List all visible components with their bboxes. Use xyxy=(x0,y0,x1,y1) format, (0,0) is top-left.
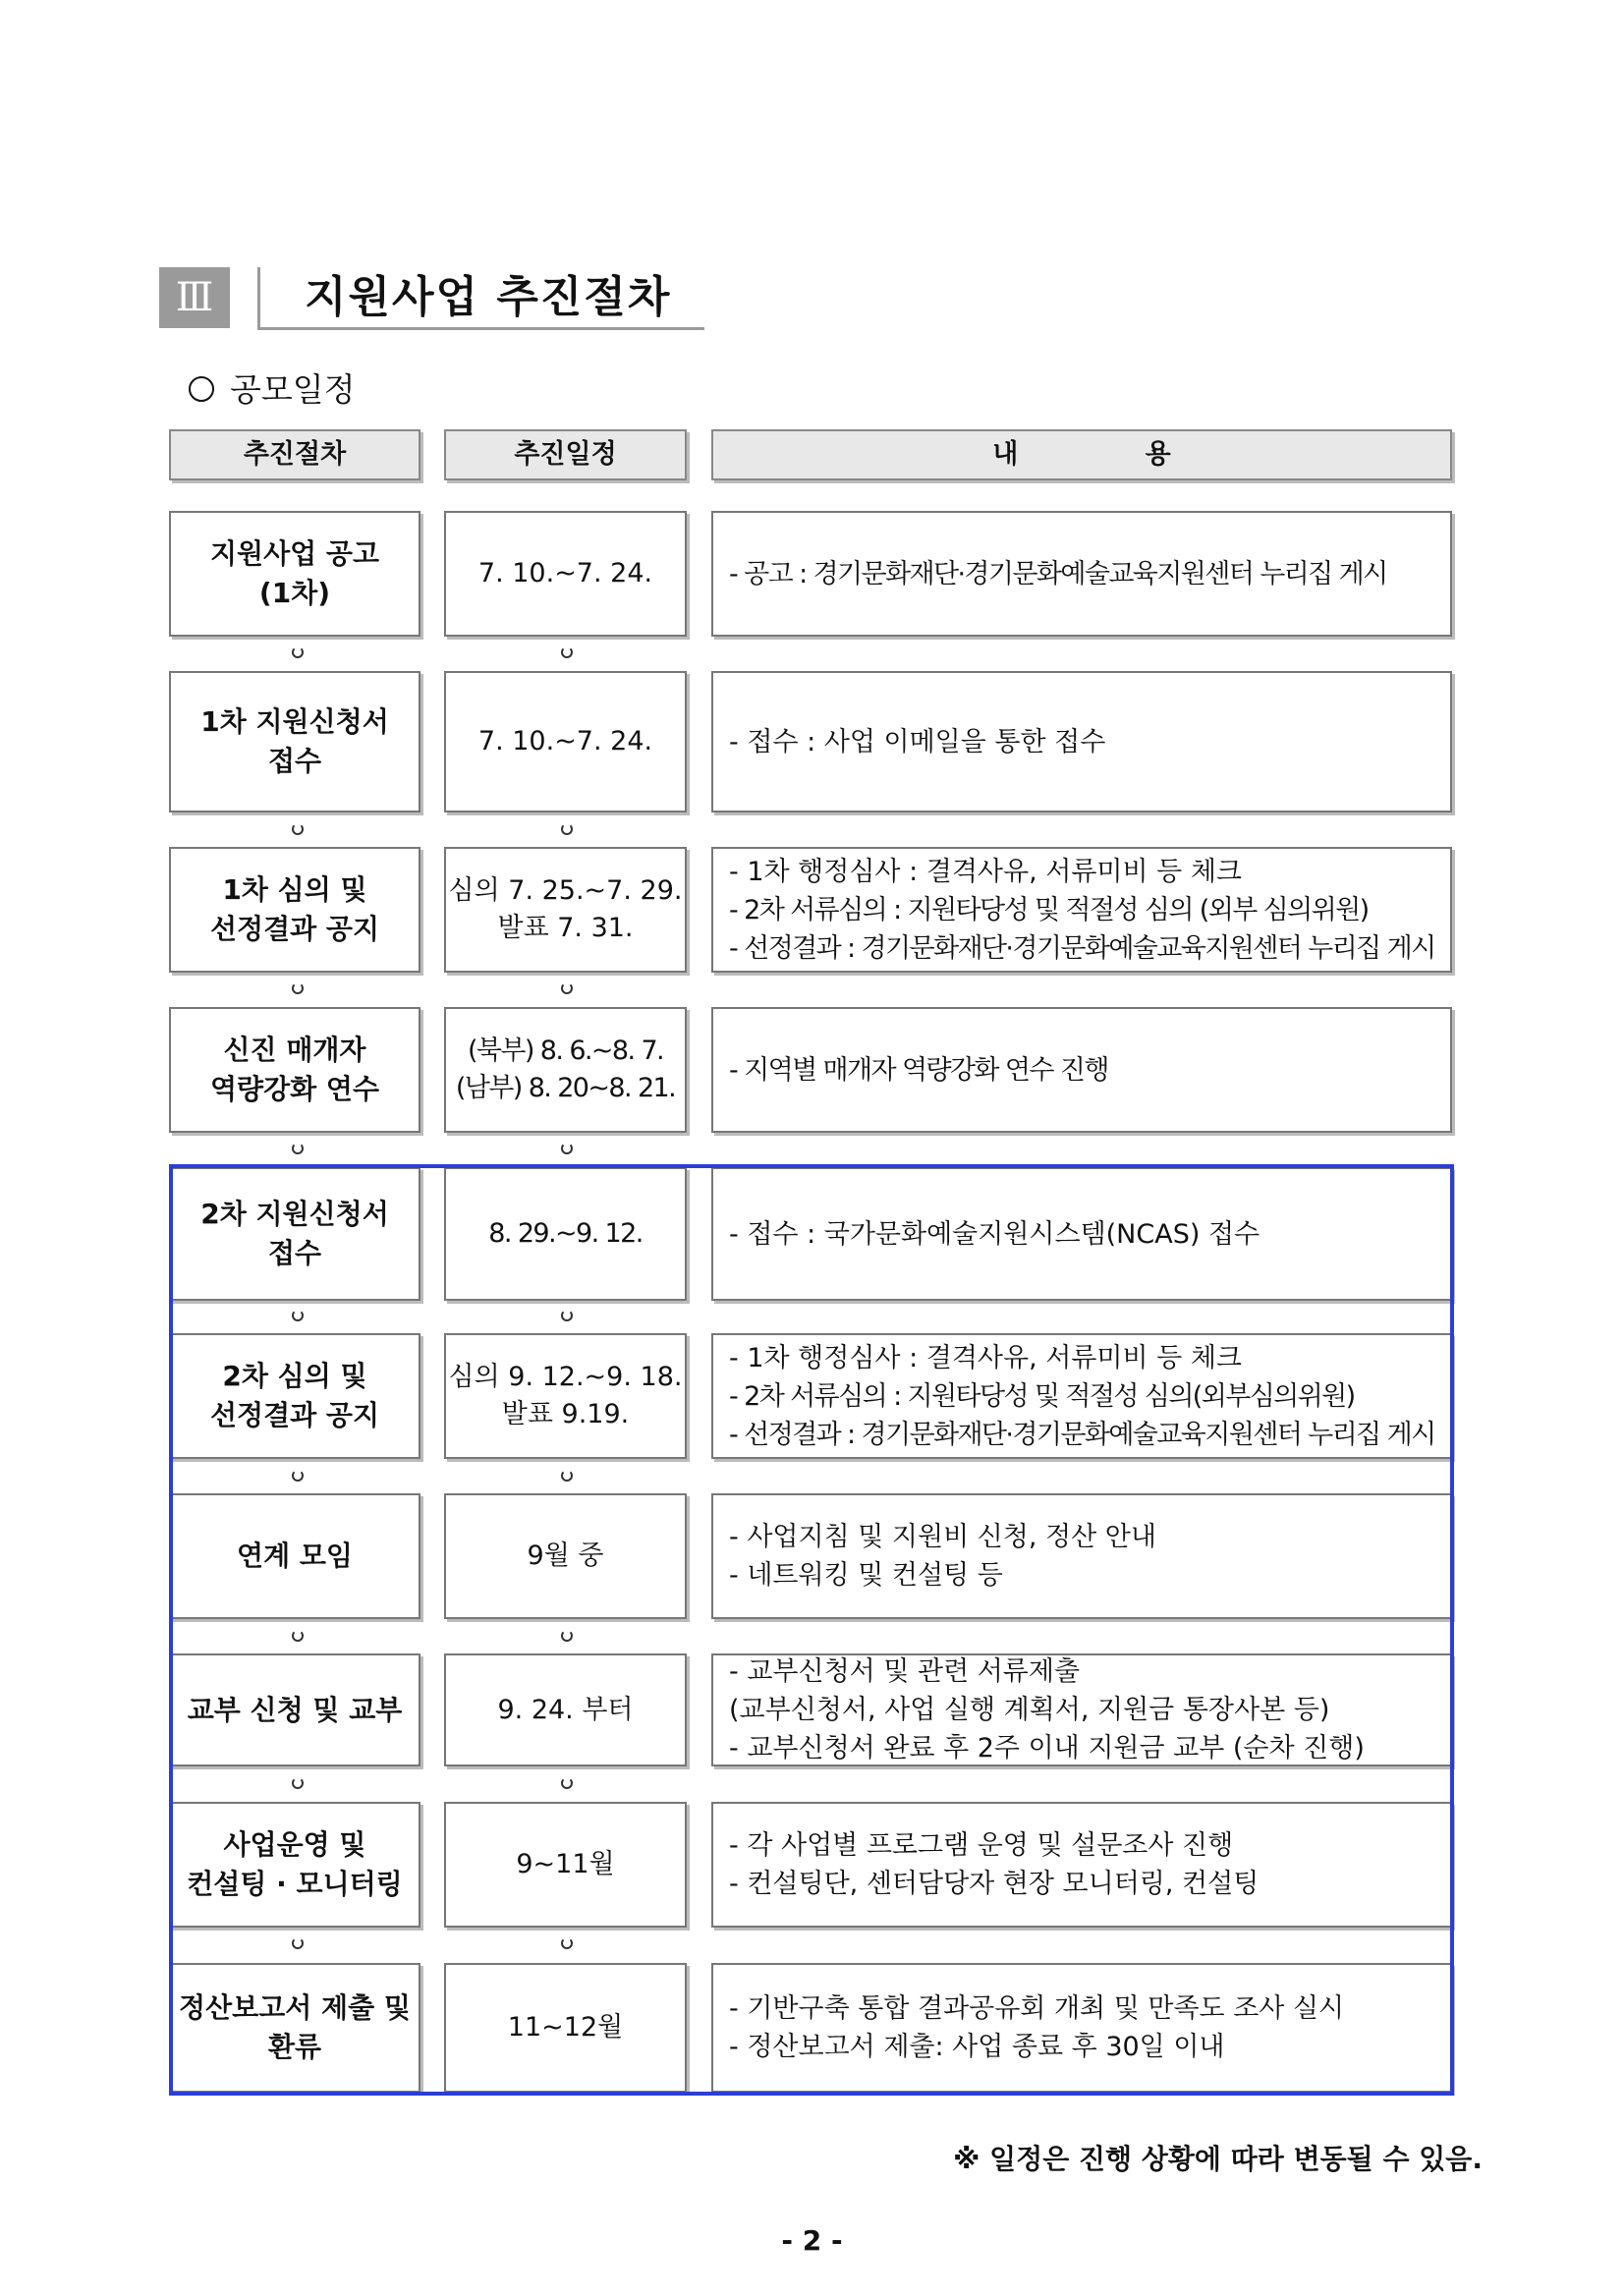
schedule-line: (남부) 8. 20~8. 21. xyxy=(455,1073,676,1103)
schedule-cell xyxy=(444,1802,687,1928)
section-divider-vertical xyxy=(257,267,260,330)
step-cell xyxy=(169,671,420,812)
content-cell xyxy=(711,671,1452,812)
step-line: 지원사업 공고 xyxy=(209,537,380,570)
step-cell xyxy=(169,511,420,637)
schedule-cell xyxy=(444,1653,687,1766)
flow-arrow-icon xyxy=(561,646,573,658)
step-line: 연계 모임 xyxy=(237,1540,353,1572)
content-cell xyxy=(711,1007,1452,1133)
step-line: 2차 심의 및 xyxy=(222,1360,367,1392)
step-cell xyxy=(169,1493,420,1619)
content-cell xyxy=(711,1963,1452,2093)
schedule-cell xyxy=(444,1167,687,1301)
flow-arrow-icon xyxy=(561,1630,573,1642)
schedule-line: 9. 24. 부터 xyxy=(497,1694,634,1725)
content-line: - 교부신청서 및 관련 서류제출 xyxy=(729,1656,1081,1687)
content-line: - 접수 : 국가문화예술지원시스템(NCAS) 접수 xyxy=(729,1218,1260,1250)
schedule-cell xyxy=(444,511,687,637)
subheading xyxy=(189,365,356,415)
content-cell xyxy=(711,1333,1452,1459)
header-content: 내 용 xyxy=(711,429,1452,480)
step-line: 선정결과 공지 xyxy=(209,1399,380,1431)
content-line: - 각 사업별 프로그램 운영 및 설문조사 진행 xyxy=(729,1830,1234,1861)
step-cell xyxy=(169,1333,420,1459)
content-line: - 접수 : 사업 이메일을 통한 접수 xyxy=(729,726,1106,757)
content-line: - 선정결과 : 경기문화재단·경기문화예술교육지원센터 누리집 게시 xyxy=(729,932,1435,964)
flow-arrow-icon xyxy=(292,646,304,658)
section-number: Ⅲ xyxy=(159,267,230,328)
flow-arrow-icon xyxy=(292,1310,304,1321)
step-line: 접수 xyxy=(267,745,322,777)
flow-arrow-icon xyxy=(292,1630,304,1642)
content-cell xyxy=(711,1653,1452,1766)
section-title: 지원사업 추진절차 xyxy=(305,272,672,322)
step-line: 1차 지원신청서 xyxy=(200,705,389,738)
content-line: - 공고 : 경기문화재단·경기문화예술교육지원센터 누리집 게시 xyxy=(729,558,1387,589)
step-line: 역량강화 연수 xyxy=(209,1073,380,1105)
flow-arrow-icon xyxy=(292,1470,304,1482)
content-cell xyxy=(711,1802,1452,1928)
step-line: 컨설팅 · 모니터링 xyxy=(187,1868,403,1900)
flow-arrow-icon xyxy=(561,1777,573,1789)
schedule-line: 9월 중 xyxy=(527,1540,604,1571)
step-cell xyxy=(169,847,420,973)
content-line: - 1차 행정심사 : 결격사유, 서류미비 등 체크 xyxy=(729,1342,1242,1373)
content-cell xyxy=(711,1167,1452,1301)
step-line: 접수 xyxy=(267,1237,322,1269)
flow-arrow-icon xyxy=(561,982,573,994)
schedule-line: 7. 10.~7. 24. xyxy=(477,726,653,756)
header-schedule: 추진일정 xyxy=(444,429,687,480)
step-line: 선정결과 공지 xyxy=(209,913,380,945)
content-line: - 2차 서류심의 : 지원타당성 및 적절성 심의 (외부 심의위원) xyxy=(729,894,1369,925)
schedule-cell xyxy=(444,1963,687,2093)
content-line: - 사업지침 및 지원비 신청, 정산 안내 xyxy=(729,1522,1156,1552)
step-line: 사업운영 및 xyxy=(223,1828,366,1861)
flow-arrow-icon xyxy=(292,1143,304,1154)
flow-arrow-icon xyxy=(292,982,304,994)
highlight-frame xyxy=(169,1164,1454,2096)
content-line: - 컨설팅단, 센터담당자 현장 모니터링, 컨설팅 xyxy=(729,1869,1260,1899)
flow-arrow-icon xyxy=(292,1937,304,1949)
content-line: - 지역별 매개자 역량강화 연수 진행 xyxy=(729,1054,1108,1086)
content-line: - 기반구축 통합 결과공유회 개최 및 만족도 조사 실시 xyxy=(729,1993,1345,2024)
flow-arrow-icon xyxy=(561,823,573,835)
step-line: (1차) xyxy=(258,577,331,609)
schedule-line: 9~11월 xyxy=(516,1849,615,1879)
header-step: 추진절차 xyxy=(169,429,420,480)
step-cell xyxy=(169,1007,420,1133)
subheading-text: 공모일정 xyxy=(230,370,356,409)
schedule-line: 8. 29.~9. 12. xyxy=(488,1218,643,1249)
schedule-line: 7. 10.~7. 24. xyxy=(477,558,653,588)
step-line: 환류 xyxy=(267,2031,322,2063)
schedule-cell xyxy=(444,847,687,973)
content-line: - 선정결과 : 경기문화재단·경기문화예술교육지원센터 누리집 게시 xyxy=(729,1419,1435,1450)
schedule-line: (북부) 8. 6.~8. 7. xyxy=(467,1036,664,1066)
content-line: - 네트워킹 및 컨설팅 등 xyxy=(729,1560,1003,1591)
circle-bullet-icon xyxy=(189,376,214,402)
schedule-cell xyxy=(444,1493,687,1619)
schedule-line: 11~12월 xyxy=(507,2012,624,2043)
content-cell xyxy=(711,1493,1452,1619)
step-line: 신진 매개자 xyxy=(223,1034,366,1066)
schedule-line: 발표 7. 31. xyxy=(497,913,634,943)
schedule-cell xyxy=(444,1333,687,1459)
flow-arrow-icon xyxy=(292,1777,304,1789)
schedule-cell xyxy=(444,671,687,812)
schedule-note: ※ 일정은 진행 상황에 따라 변동될 수 있음. xyxy=(953,2143,1483,2175)
step-cell xyxy=(169,1963,420,2093)
content-line: - 1차 행정심사 : 결격사유, 서류미비 등 체크 xyxy=(729,856,1242,887)
step-cell xyxy=(169,1802,420,1928)
flow-arrow-icon xyxy=(561,1470,573,1482)
step-cell xyxy=(169,1167,420,1301)
schedule-line: 발표 9.19. xyxy=(501,1399,630,1429)
flow-arrow-icon xyxy=(561,1310,573,1321)
content-line: - 2차 서류심의 : 지원타당성 및 적절성 심의(외부심의위원) xyxy=(729,1380,1355,1412)
step-line: 교부 신청 및 교부 xyxy=(187,1693,403,1726)
schedule-line: 심의 7. 25.~7. 29. xyxy=(448,875,683,906)
step-cell xyxy=(169,1653,420,1766)
content-line: - 정산보고서 제출: 사업 종료 후 30일 이내 xyxy=(729,2032,1225,2062)
content-cell xyxy=(711,847,1452,973)
schedule-line: 심의 9. 12.~9. 18. xyxy=(448,1362,683,1392)
flow-arrow-icon xyxy=(561,1937,573,1949)
content-cell xyxy=(711,511,1452,637)
step-line: 2차 지원신청서 xyxy=(200,1198,389,1230)
step-line: 1차 심의 및 xyxy=(222,873,367,906)
page-number: - 2 - xyxy=(781,2224,843,2257)
flow-arrow-icon xyxy=(292,823,304,835)
content-line: (교부신청서, 사업 실행 계획서, 지원금 통장사본 등) xyxy=(729,1695,1330,1725)
content-line: - 교부신청서 완료 후 2주 이내 지원금 교부 (순차 진행) xyxy=(729,1733,1365,1764)
schedule-cell xyxy=(444,1007,687,1133)
flow-arrow-icon xyxy=(561,1143,573,1154)
step-line: 정산보고서 제출 및 xyxy=(179,1991,411,2024)
